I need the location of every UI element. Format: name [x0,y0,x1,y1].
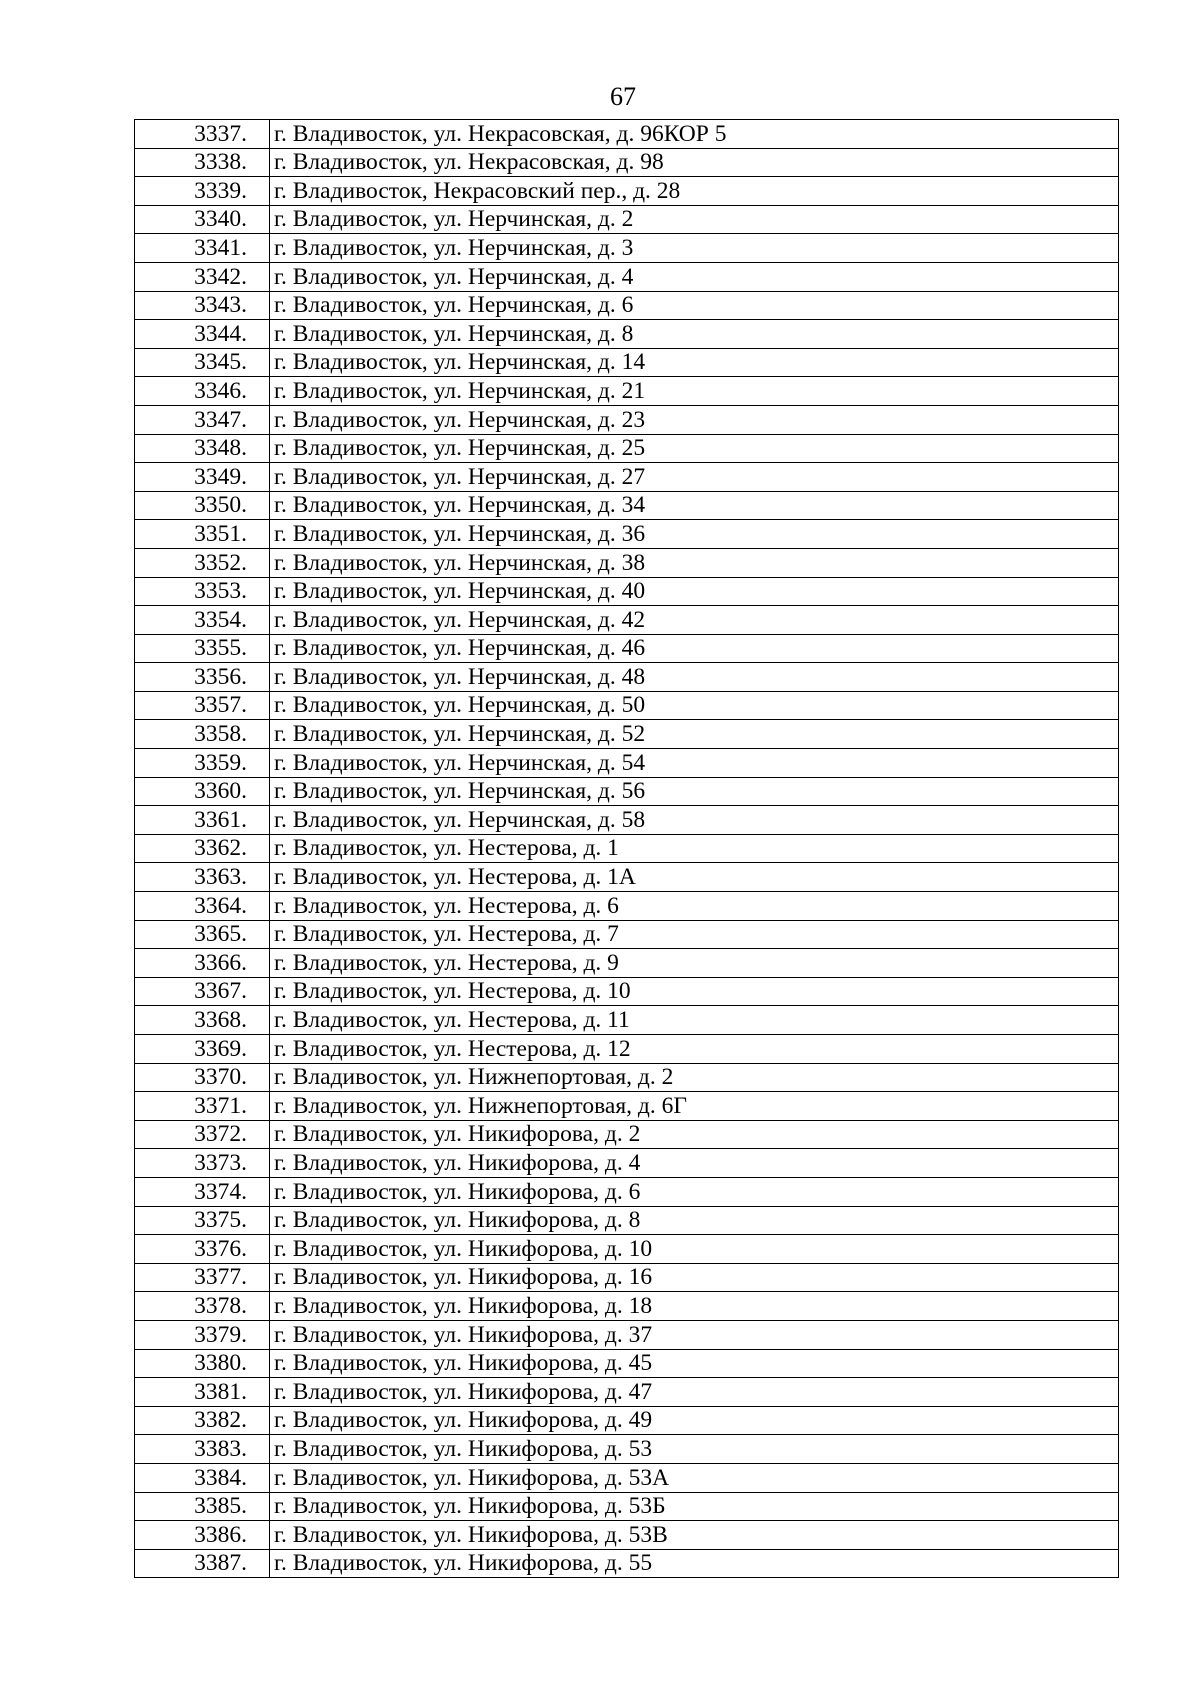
row-number: 3363. [135,863,270,892]
table-row [135,520,1119,549]
row-number: 3357. [135,691,270,720]
row-number: 3373. [135,1149,270,1178]
table-row [135,1320,1119,1349]
table-row [135,1263,1119,1292]
row-address: г. Владивосток, ул. Нестерова, д. 7 [270,920,1119,949]
row-address: г. Владивосток, ул. Никифорова, д. 8 [270,1206,1119,1235]
row-number: 3350. [135,491,270,520]
row-address: г. Владивосток, ул. Нерчинская, д. 54 [270,749,1119,778]
row-address: г. Владивосток, ул. Нерчинская, д. 36 [270,520,1119,549]
row-number: 3376. [135,1235,270,1264]
row-number: 3349. [135,463,270,492]
row-number: 3344. [135,320,270,349]
table-row [135,1463,1119,1492]
row-number: 3378. [135,1292,270,1321]
row-number: 3361. [135,806,270,835]
row-address: г. Владивосток, ул. Никифорова, д. 53В [270,1521,1119,1550]
table-row [135,1521,1119,1550]
row-number: 3383. [135,1435,270,1464]
row-address: г. Владивосток, ул. Никифорова, д. 16 [270,1263,1119,1292]
table-row [135,348,1119,377]
row-address: г. Владивосток, ул. Нестерова, д. 6 [270,892,1119,921]
row-number: 3387. [135,1549,270,1578]
table-row [135,291,1119,320]
row-number: 3339. [135,177,270,206]
row-number: 3353. [135,577,270,606]
table-row [135,205,1119,234]
row-number: 3345. [135,348,270,377]
row-number: 3369. [135,1035,270,1064]
table-row [135,977,1119,1006]
table-row [135,834,1119,863]
row-number: 3370. [135,1063,270,1092]
row-address: г. Владивосток, ул. Никифорова, д. 55 [270,1549,1119,1578]
row-address: г. Владивосток, ул. Нерчинская, д. 38 [270,548,1119,577]
row-number: 3355. [135,634,270,663]
table-row [135,177,1119,206]
table-row [135,320,1119,349]
row-number: 3347. [135,405,270,434]
table-row [135,1006,1119,1035]
row-number: 3380. [135,1349,270,1378]
table-row [135,548,1119,577]
row-number: 3372. [135,1120,270,1149]
row-number: 3379. [135,1320,270,1349]
row-address: г. Владивосток, ул. Никифорова, д. 45 [270,1349,1119,1378]
row-number: 3371. [135,1092,270,1121]
row-address: г. Владивосток, ул. Никифорова, д. 47 [270,1378,1119,1407]
table-row [135,1378,1119,1407]
table-row [135,691,1119,720]
table-row [135,663,1119,692]
row-number: 3340. [135,205,270,234]
row-number: 3341. [135,234,270,263]
table-row [135,1092,1119,1121]
table-row [135,148,1119,177]
row-number: 3343. [135,291,270,320]
table-row [135,777,1119,806]
row-number: 3367. [135,977,270,1006]
table-row [135,634,1119,663]
row-number: 3381. [135,1378,270,1407]
row-address: г. Владивосток, ул. Никифорова, д. 4 [270,1149,1119,1178]
row-address: г. Владивосток, ул. Нерчинская, д. 3 [270,234,1119,263]
row-number: 3386. [135,1521,270,1550]
row-number: 3360. [135,777,270,806]
row-address: г. Владивосток, ул. Нерчинская, д. 34 [270,491,1119,520]
table-row [135,1035,1119,1064]
table-row [135,863,1119,892]
row-number: 3365. [135,920,270,949]
row-address: г. Владивосток, ул. Нестерова, д. 11 [270,1006,1119,1035]
row-number: 3382. [135,1406,270,1435]
row-address: г. Владивосток, ул. Никифорова, д. 53Б [270,1492,1119,1521]
row-address: г. Владивосток, ул. Никифорова, д. 6 [270,1177,1119,1206]
row-number: 3385. [135,1492,270,1521]
row-address: г. Владивосток, ул. Никифорова, д. 10 [270,1235,1119,1264]
row-number: 3374. [135,1177,270,1206]
row-number: 3362. [135,834,270,863]
row-number: 3348. [135,434,270,463]
row-number: 3384. [135,1463,270,1492]
address-table [134,119,1119,1578]
address-table-body [135,120,1119,1578]
table-row [135,405,1119,434]
table-row [135,1120,1119,1149]
row-number: 3356. [135,663,270,692]
table-row [135,1492,1119,1521]
page-number: 67 [610,82,636,111]
table-row [135,1549,1119,1578]
row-address: г. Владивосток, ул. Некрасовская, д. 96КОР 5 [270,120,1119,149]
row-number: 3377. [135,1263,270,1292]
table-row [135,577,1119,606]
row-address: г. Владивосток, ул. Никифорова, д. 53 [270,1435,1119,1464]
row-address: г. Владивосток, ул. Нерчинская, д. 40 [270,577,1119,606]
row-address: г. Владивосток, ул. Нерчинская, д. 6 [270,291,1119,320]
table-row [135,892,1119,921]
row-address: г. Владивосток, ул. Нерчинская, д. 2 [270,205,1119,234]
table-row [135,1063,1119,1092]
row-number: 3366. [135,949,270,978]
row-address: г. Владивосток, ул. Нестерова, д. 10 [270,977,1119,1006]
row-address: г. Владивосток, ул. Нестерова, д. 9 [270,949,1119,978]
row-number: 3364. [135,892,270,921]
table-row [135,262,1119,291]
table-row [135,606,1119,635]
row-address: г. Владивосток, ул. Нерчинская, д. 58 [270,806,1119,835]
row-address: г. Владивосток, Некрасовский пер., д. 28 [270,177,1119,206]
row-address: г. Владивосток, ул. Никифорова, д. 18 [270,1292,1119,1321]
row-address: г. Владивосток, ул. Нерчинская, д. 23 [270,405,1119,434]
table-row [135,1235,1119,1264]
row-number: 3352. [135,548,270,577]
table-row [135,491,1119,520]
row-address: г. Владивосток, ул. Никифорова, д. 2 [270,1120,1119,1149]
row-address: г. Владивосток, ул. Нижнепортовая, д. 6Г [270,1092,1119,1121]
row-address: г. Владивосток, ул. Нерчинская, д. 48 [270,663,1119,692]
row-number: 3346. [135,377,270,406]
row-number: 3338. [135,148,270,177]
row-address: г. Владивосток, ул. Нерчинская, д. 14 [270,348,1119,377]
row-address: г. Владивосток, ул. Нерчинская, д. 4 [270,262,1119,291]
row-address: г. Владивосток, ул. Нерчинская, д. 21 [270,377,1119,406]
table-row [135,434,1119,463]
table-row [135,1406,1119,1435]
table-row [135,1435,1119,1464]
row-number: 3354. [135,606,270,635]
table-row [135,1177,1119,1206]
table-row [135,120,1119,149]
row-address: г. Владивосток, ул. Никифорова, д. 49 [270,1406,1119,1435]
row-address: г. Владивосток, ул. Нерчинская, д. 25 [270,434,1119,463]
table-row [135,1206,1119,1235]
row-address: г. Владивосток, ул. Никифорова, д. 37 [270,1320,1119,1349]
row-address: г. Владивосток, ул. Нерчинская, д. 52 [270,720,1119,749]
table-row [135,920,1119,949]
row-address: г. Владивосток, ул. Нерчинская, д. 46 [270,634,1119,663]
row-number: 3351. [135,520,270,549]
table-row [135,749,1119,778]
row-number: 3368. [135,1006,270,1035]
table-row [135,949,1119,978]
row-number: 3359. [135,749,270,778]
row-address: г. Владивосток, ул. Нерчинская, д. 50 [270,691,1119,720]
table-row [135,234,1119,263]
row-address: г. Владивосток, ул. Нижнепортовая, д. 2 [270,1063,1119,1092]
row-address: г. Владивосток, ул. Нерчинская, д. 8 [270,320,1119,349]
row-address: г. Владивосток, ул. Нестерова, д. 12 [270,1035,1119,1064]
table-row [135,806,1119,835]
row-number: 3375. [135,1206,270,1235]
row-address: г. Владивосток, ул. Некрасовская, д. 98 [270,148,1119,177]
row-address: г. Владивосток, ул. Нерчинская, д. 42 [270,606,1119,635]
row-address: г. Владивосток, ул. Никифорова, д. 53А [270,1463,1119,1492]
table-row [135,463,1119,492]
row-address: г. Владивосток, ул. Нерчинская, д. 27 [270,463,1119,492]
table-row [135,377,1119,406]
row-number: 3358. [135,720,270,749]
row-address: г. Владивосток, ул. Нерчинская, д. 56 [270,777,1119,806]
row-address: г. Владивосток, ул. Нестерова, д. 1А [270,863,1119,892]
row-number: 3337. [135,120,270,149]
row-number: 3342. [135,262,270,291]
row-address: г. Владивосток, ул. Нестерова, д. 1 [270,834,1119,863]
table-row [135,1292,1119,1321]
table-row [135,1349,1119,1378]
table-row [135,1149,1119,1178]
table-row [135,720,1119,749]
